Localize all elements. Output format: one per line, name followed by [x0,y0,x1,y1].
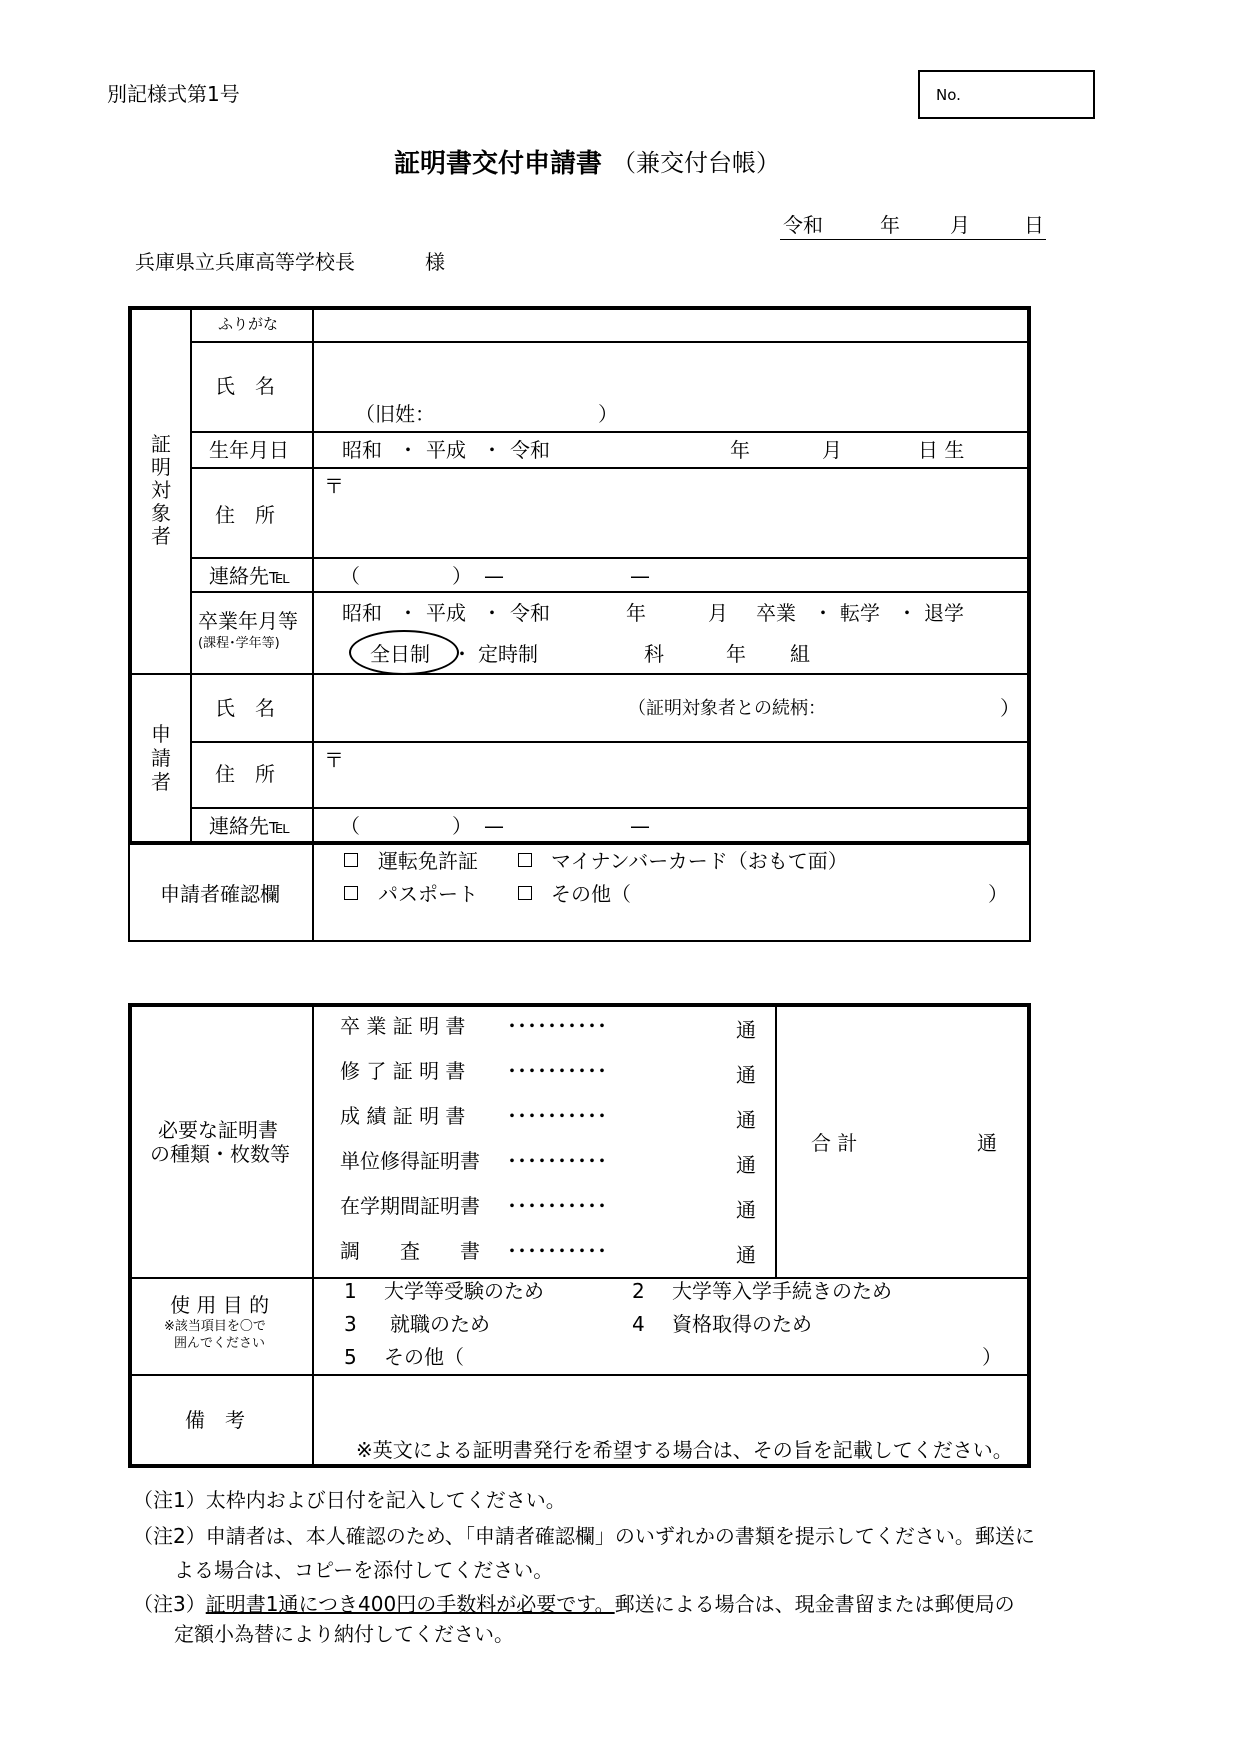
no-label: No. [936,86,961,104]
grad-type-graduate[interactable]: 卒業 [756,601,796,625]
purpose-note-2: 囲んでください [174,1336,266,1351]
divider [190,557,1029,559]
purpose-no: 1 [344,1279,357,1303]
purpose-no: 3 [344,1312,357,1336]
subject-address-label: 住 所 [215,503,275,527]
birth-year: 年 [730,438,750,462]
divider [312,845,314,941]
tel-open: （ [340,564,360,588]
leader-dots: ･･････････ [507,1239,607,1263]
divider [190,591,1029,593]
grad-sub-label: (課程･学年等) [198,636,280,651]
grad-type-withdraw[interactable]: 退学 [924,601,964,625]
purpose-option-employment[interactable]: 就職のため [390,1312,490,1336]
applicant-address-field[interactable] [314,744,1027,806]
applicant-tel-field[interactable] [314,810,1027,840]
subject-tel-field[interactable] [314,560,1027,590]
unit-label: 通 [736,1108,756,1132]
verification-label: 申請者確認欄 [160,882,280,906]
applicant-tel-label: 連絡先℡ [209,814,291,838]
grad-era-showa[interactable]: 昭和 [342,601,382,625]
separator-dot: ・ [398,438,418,462]
certificate-name: 単位修得証明書 [340,1149,480,1173]
course-dept: 科 [644,642,664,666]
relation-close: ） [1000,696,1020,720]
unit-label: 通 [736,1243,756,1267]
date-day: 日 [1024,213,1044,237]
remarks-label: 備 考 [185,1408,245,1432]
footnote-2b: よる場合は、コピーを添付してください。 [174,1558,554,1582]
footnote-3-fee: 証明書1通につき400円の手数料が必要です。 [205,1592,615,1616]
purpose-option-other[interactable]: その他（ [384,1345,464,1369]
purpose-option-enrollment[interactable]: 大学等入学手続きのため [672,1279,892,1303]
certificate-row [340,1016,760,1046]
section-char: 明 [151,455,171,479]
tel-open: （ [340,814,360,838]
course-fulltime[interactable]: 全日制 [370,642,430,666]
former-name-close: ） [598,402,618,426]
total-unit: 通 [977,1131,997,1155]
section-char: 対 [151,478,171,502]
subject-address-field[interactable] [314,470,1027,555]
separator-dot: ・ [813,601,833,625]
divider [130,1374,1029,1376]
date-era: 令和 [783,213,823,237]
footnote-3b: 定額小為替により納付してください。 [174,1622,514,1646]
section-char: 請 [151,746,171,770]
section-char: 申 [151,722,171,746]
separator-dot: ・ [398,601,418,625]
leader-dots: ･･････････ [507,1059,607,1083]
applicant-address-label: 住 所 [215,762,275,786]
addressee-suffix: 様 [425,250,445,274]
tel-dash: — [630,564,650,588]
leader-dots: ･･････････ [507,1014,607,1038]
divider [190,341,1029,343]
leader-dots: ･･････････ [507,1194,607,1218]
certificate-name: 修 了 証 明 書 [340,1059,466,1083]
relation-text: （証明対象者との続柄： [628,698,826,719]
mynumber-option: マイナンバーカード（おもて面） [551,849,848,873]
footnote-3a [133,1594,1015,1614]
postal-mark: 〒 [324,474,344,498]
purpose-option-qualification[interactable]: 資格取得のため [672,1312,812,1336]
tel-close: ） [452,564,472,588]
certificate-row [340,1196,760,1226]
date-month: 月 [950,213,970,237]
purpose-note-1: ※該当項目を〇で [164,1319,266,1334]
grad-type-transfer[interactable]: 転学 [840,601,880,625]
certificate-row [340,1151,760,1181]
certificate-name: 成 績 証 明 書 [340,1104,466,1128]
birth-era-reiwa[interactable]: 令和 [510,438,550,462]
section-char: 者 [151,770,171,794]
subject-name-label: 氏 名 [215,374,275,398]
certificates-label-2: の種類・枚数等 [150,1142,290,1166]
unit-label: 通 [736,1063,756,1087]
certificate-row [340,1106,760,1136]
section-char: 者 [151,524,171,548]
addressee: 兵庫県立兵庫高等学校長 [135,250,355,274]
divider [190,308,192,843]
total-field[interactable] [777,1005,1029,1276]
no-box[interactable] [918,70,1095,119]
divider [190,741,1029,743]
certificate-name: 調 査 書 [340,1239,480,1263]
other-id-checkbox[interactable] [518,886,532,900]
birth-era-showa[interactable]: 昭和 [342,438,382,462]
footnote-2a: （注2）申請者は、本人確認のため、「申請者確認欄」のいずれかの書類を提示してください。郵送に [133,1524,1035,1548]
tel-close: ） [452,814,472,838]
passport-checkbox[interactable] [344,886,358,900]
birthdate-label: 生年月日 [209,438,289,462]
birth-day: 日 生 [918,438,965,462]
other-id-close: ） [988,882,1008,906]
certificate-name: 卒 業 証 明 書 [340,1014,466,1038]
subject-section-label [150,433,172,548]
remarks-field[interactable] [314,1377,1027,1437]
license-option: 運転免許証 [378,849,478,873]
purpose-no: 4 [632,1312,645,1336]
tel-dash: — [484,564,504,588]
divider [130,1277,1029,1279]
leader-dots: ･･････････ [507,1149,607,1173]
unit-label: 通 [736,1153,756,1177]
subject-tel-label: 連絡先℡ [209,564,291,588]
form-id: 別記様式第1号 [107,82,240,106]
footnote-3-rest: 郵送による場合は、現金書留または郵便局の [614,1592,1015,1616]
purpose-option-exam[interactable]: 大学等受験のため [384,1279,544,1303]
certificate-row [340,1061,760,1091]
section-char: 証 [151,432,171,456]
footnote-3-prefix: （注3） [133,1592,206,1616]
grad-year: 年 [626,601,646,625]
divider [190,467,1029,469]
grad-era-reiwa[interactable]: 令和 [510,601,550,625]
tel-dash: — [630,814,650,838]
divider [190,431,1029,433]
leader-dots: ･･････････ [507,1104,607,1128]
footnote-1: （注1）太枠内および日付を記入してください。 [133,1488,566,1512]
separator-dot: ・ [452,642,472,666]
separator-dot: ・ [897,601,917,625]
furigana-label: ふりがな [218,315,279,333]
mynumber-checkbox[interactable] [518,853,532,867]
date-year: 年 [880,213,900,237]
divider [130,673,1029,675]
purpose-no: 5 [344,1345,357,1369]
course-year: 年 [726,642,746,666]
page-subtitle: （兼交付台帳） [612,149,780,177]
tel-dash: — [484,814,504,838]
passport-option: パスポート [378,882,478,906]
separator-dot: ・ [482,438,502,462]
purpose-other-close: ） [982,1345,1002,1369]
date-underline [780,239,1046,240]
page-title: 証明書交付申請書 [394,149,603,179]
certificates-label-1: 必要な証明書 [158,1118,278,1142]
other-id-option: その他（ [551,882,631,906]
unit-label: 通 [736,1198,756,1222]
remarks-note: ※英文による証明書発行を希望する場合は、その旨を記載してください。 [356,1438,1013,1462]
certificate-name: 在学期間証明書 [340,1194,480,1218]
former-name-open: （旧姓： [355,402,435,426]
course-class: 組 [790,642,810,666]
certificate-row [340,1241,760,1271]
applicant-name-label: 氏 名 [215,696,275,720]
separator-dot: ・ [482,601,502,625]
applicant-section-label [150,722,172,794]
purpose-label: 使 用 目 的 [170,1293,270,1317]
total-label: 合 計 [811,1131,858,1155]
postal-mark: 〒 [324,748,344,772]
grad-month: 月 [708,601,728,625]
grad-label: 卒業年月等 [198,609,298,633]
furigana-field[interactable] [314,310,1027,340]
divider [190,807,1029,809]
birth-era-heisei[interactable]: 平成 [426,438,466,462]
purpose-no: 2 [632,1279,645,1303]
license-checkbox[interactable] [344,853,358,867]
section-char: 象 [151,501,171,525]
subject-name-field[interactable] [314,344,1027,394]
applicant-name-field[interactable] [314,676,614,739]
birth-month: 月 [822,438,842,462]
grad-era-heisei[interactable]: 平成 [426,601,466,625]
course-parttime[interactable]: 定時制 [478,642,538,666]
unit-label: 通 [736,1018,756,1042]
